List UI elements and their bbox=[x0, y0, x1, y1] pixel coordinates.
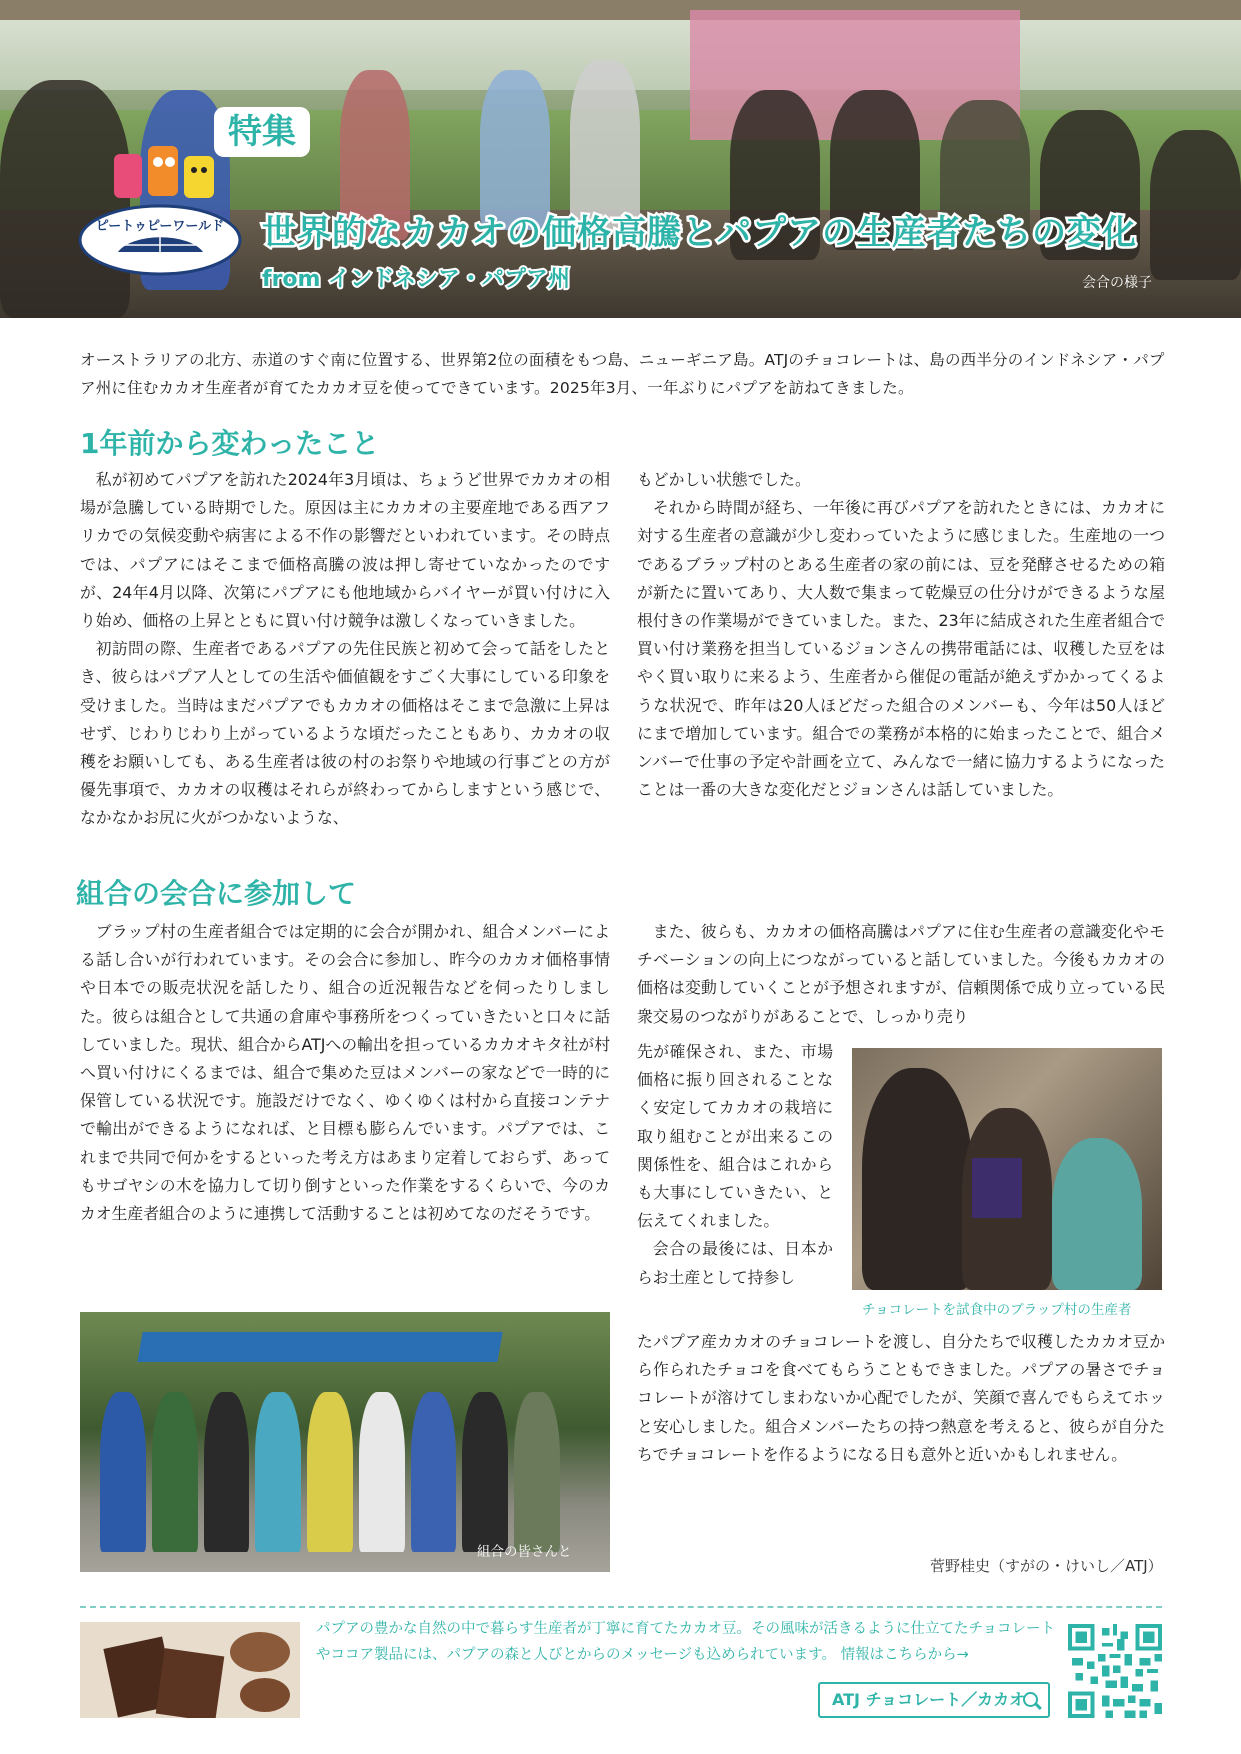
hero-caption: 会合の様子 bbox=[1082, 275, 1152, 291]
hero-roof bbox=[0, 0, 1241, 20]
tasting-photo bbox=[852, 1048, 1162, 1290]
paragraph: ブラップ村の生産者組合では定期的に会合が開かれ、組合メンバーによる話し合いが行われています。その会合に参加し、昨今のカカオ価格事情や日本での販売状況を話したり、組合の近況報告などを伺ったりしました。彼らは組合として共通の倉庫や事務所をつくっていきたいと口々に話していました。現状、組合からATJへの輸出を担っているカカオキタ社が村へ買い付けにくるまでは、組合で集めた豆はメンバーの家などで一時的に保管している状況です。施設だけでなく、ゆくゆくは村から直接コンテナで輸出ができるようになれば、と目標も膨らんでいます。パプアでは、これまで共同で何かをするといった考え方はあまり定着しておらず、あってもサゴヤシの木を協力して切り倒すといった作業をするくらいで、今のカカオ生産者組合のように連携して活動することは初めてなのだそうです。 bbox=[80, 922, 610, 1224]
section1-left-column bbox=[80, 466, 610, 833]
photo-person bbox=[514, 1392, 560, 1552]
atj-button-label: ATJ チョコレート／カカオ bbox=[832, 1690, 1026, 1709]
tasting-photo-caption: チョコレートを試食中のブラップ村の生産者 bbox=[862, 1302, 1132, 1318]
photo-person bbox=[307, 1392, 353, 1552]
paragraph: もどかしい状態でした。 bbox=[637, 470, 811, 489]
promo-text: パプアの豊かな自然の中で暮らす生産者が丁寧に育てたカカオ豆。その風味が活きるように仕立てたチョコレートやココア製品には、パプアの森と人びとからのメッセージも込められています。 情報はこちらから→ bbox=[316, 1621, 1056, 1663]
paragraph: 私が初めてパプアを訪れた2024年3月頃は、ちょうど世界でカカオの相場が急騰している時期でした。原因は主にカカオの主要産地である西アフリカでの気候変動や病害による不作の影響だといわれています。その時点では、パプアにはそこまで価格高騰の波は押し寄せていなかったのですが、24年4月以降、次第にパプアにも他地域からバイヤーが買い付けに入り始め、価格の上昇とともに買い付け競争は激しくなっていきました。 bbox=[80, 470, 610, 631]
photo-people bbox=[100, 1392, 560, 1552]
section2-right-top bbox=[637, 918, 1165, 1031]
photo-person bbox=[411, 1392, 457, 1552]
intro-paragraph: オーストラリアの北方、赤道のすぐ南に位置する、世界第2位の面積をもつ島、ニューギニア島。ATJのチョコレートは、島の西半分のインドネシア・パプア州に住むカカオ生産者が育てたカカオ豆を使ってできています。2025年3月、一年ぶりにパプアを訪ねてきました。 bbox=[80, 351, 1165, 397]
chocolate-photo bbox=[80, 1622, 300, 1718]
peer-to-peer-world-logo bbox=[78, 190, 243, 276]
photo-person bbox=[359, 1392, 405, 1552]
section2-right-bottom bbox=[637, 1328, 1165, 1469]
section1-right-column bbox=[637, 466, 1165, 804]
logo-text: ピートゥピーワールド bbox=[95, 219, 225, 234]
chocolate-package bbox=[972, 1158, 1022, 1218]
article-subtitle: from インドネシア・パプア州 bbox=[262, 267, 570, 292]
paragraph: それから時間が経ち、一年後に再びパプアを訪れたときには、カカオに対する生産者の意識が少し変わっていたように感じました。生産地の一つであるブラップ村のとある生産者の家の前には、豆を発酵させるための箱が新たに置いてあり、大人数で集まって乾燥豆の仕分けができるような屋根付きの作業場ができていました。また、23年に結成された生産者組合で買い付け業務を担当しているジョンさんの携帯電話には、収穫した豆をはやく買い取りに来るよう、生産者から催促の電話が絶えずかかってくるような状況で、昨年は20人ほどだった組合のメンバーも、今年は50人ほどにまで増加しています。組合での業務が本格的に始まったことで、組合メンバーで仕事の予定や計画を立て、みんなで一緒に協力するようになったことは一番の大きな変化だとジョンさんは話していました。 bbox=[637, 498, 1165, 800]
photo-tarp bbox=[137, 1332, 502, 1362]
photo-person bbox=[255, 1392, 301, 1552]
article-title: 世界的なカカオの価格高騰とパプアの生産者たちの変化 bbox=[262, 213, 1137, 253]
footer-divider bbox=[80, 1606, 1162, 1608]
paragraph: 初訪問の際、生産者であるパプアの先住民族と初めて会って話をしたとき、彼らはパプア人としての生活や価値観をすごく大事にしている印象を受けました。当時はまだパプアでもカカオの価格はそこまで急激に上昇はせず、じわりじわり上がっているような頃だったこともあり、カカオの収穫をお願いしても、ある生産者は彼の村のお祭りや地域の行事ごとの方が優先事項で、カカオの収穫はそれらが終わってからしますという感じで、なかなかお尻に火がつかないような、 bbox=[80, 639, 610, 828]
cocoa-bowl bbox=[240, 1678, 290, 1712]
search-icon bbox=[1023, 1692, 1038, 1707]
photo-person bbox=[462, 1392, 508, 1552]
paragraph: また、彼らも、カカオの価格高騰はパプアに住む生産者の意識変化やモチベーションの向上につながっていると話していました。今後もカカオの価格は変動していくことが予想されますが、信頼関係で成り立っている民衆交易のつながりがあることで、しっかり売り bbox=[637, 922, 1165, 1026]
paragraph: たパプア産カカオのチョコレートを渡し、自分たちで収穫したカカオ豆から作られたチョコを食べてもらうこともできました。パプアの暑さでチョコレートが溶けてしまわないか心配でしたが、笑顔で喜んでもらえてホッと安心しました。組合メンバーたちの持つ熱意を考えると、彼らが自分たちでチョコレートを作るようになる日も意外と近いかもしれません。 bbox=[637, 1332, 1165, 1464]
feature-badge: 特集 bbox=[214, 107, 310, 157]
atj-chocolate-search-button[interactable] bbox=[818, 1682, 1050, 1718]
chocolate-bar bbox=[156, 1648, 225, 1718]
section1-heading: 1年前から変わったこと bbox=[80, 427, 380, 460]
photo-person bbox=[100, 1392, 146, 1552]
paragraph: 会合の最後には、日本からお土産として持参し bbox=[637, 1239, 833, 1287]
group-photo-caption: 組合の皆さんと bbox=[477, 1544, 572, 1560]
section2-right-narrow bbox=[637, 1038, 833, 1292]
section2-left-column bbox=[80, 918, 610, 1228]
paragraph: 先が確保され、また、市場価格に振り回されることなく安定してカカオの栽培に取り組むことが出来るこの関係性を、組合はこれからも大事にしていきたい、と伝えてくれました。 bbox=[637, 1042, 833, 1231]
section2-heading: 組合の会合に参加して bbox=[76, 877, 357, 910]
group-photo bbox=[80, 1312, 610, 1572]
cocoa-bowl bbox=[230, 1632, 290, 1672]
photo-person bbox=[204, 1392, 250, 1552]
photo-person bbox=[862, 1068, 972, 1290]
photo-person bbox=[152, 1392, 198, 1552]
hero-person bbox=[1150, 130, 1241, 280]
logo-characters bbox=[112, 140, 222, 202]
qr-code[interactable] bbox=[1068, 1624, 1162, 1718]
author-byline: 菅野桂史（すがの・けいし／ATJ） bbox=[930, 1557, 1163, 1575]
photo-child bbox=[1052, 1138, 1142, 1290]
